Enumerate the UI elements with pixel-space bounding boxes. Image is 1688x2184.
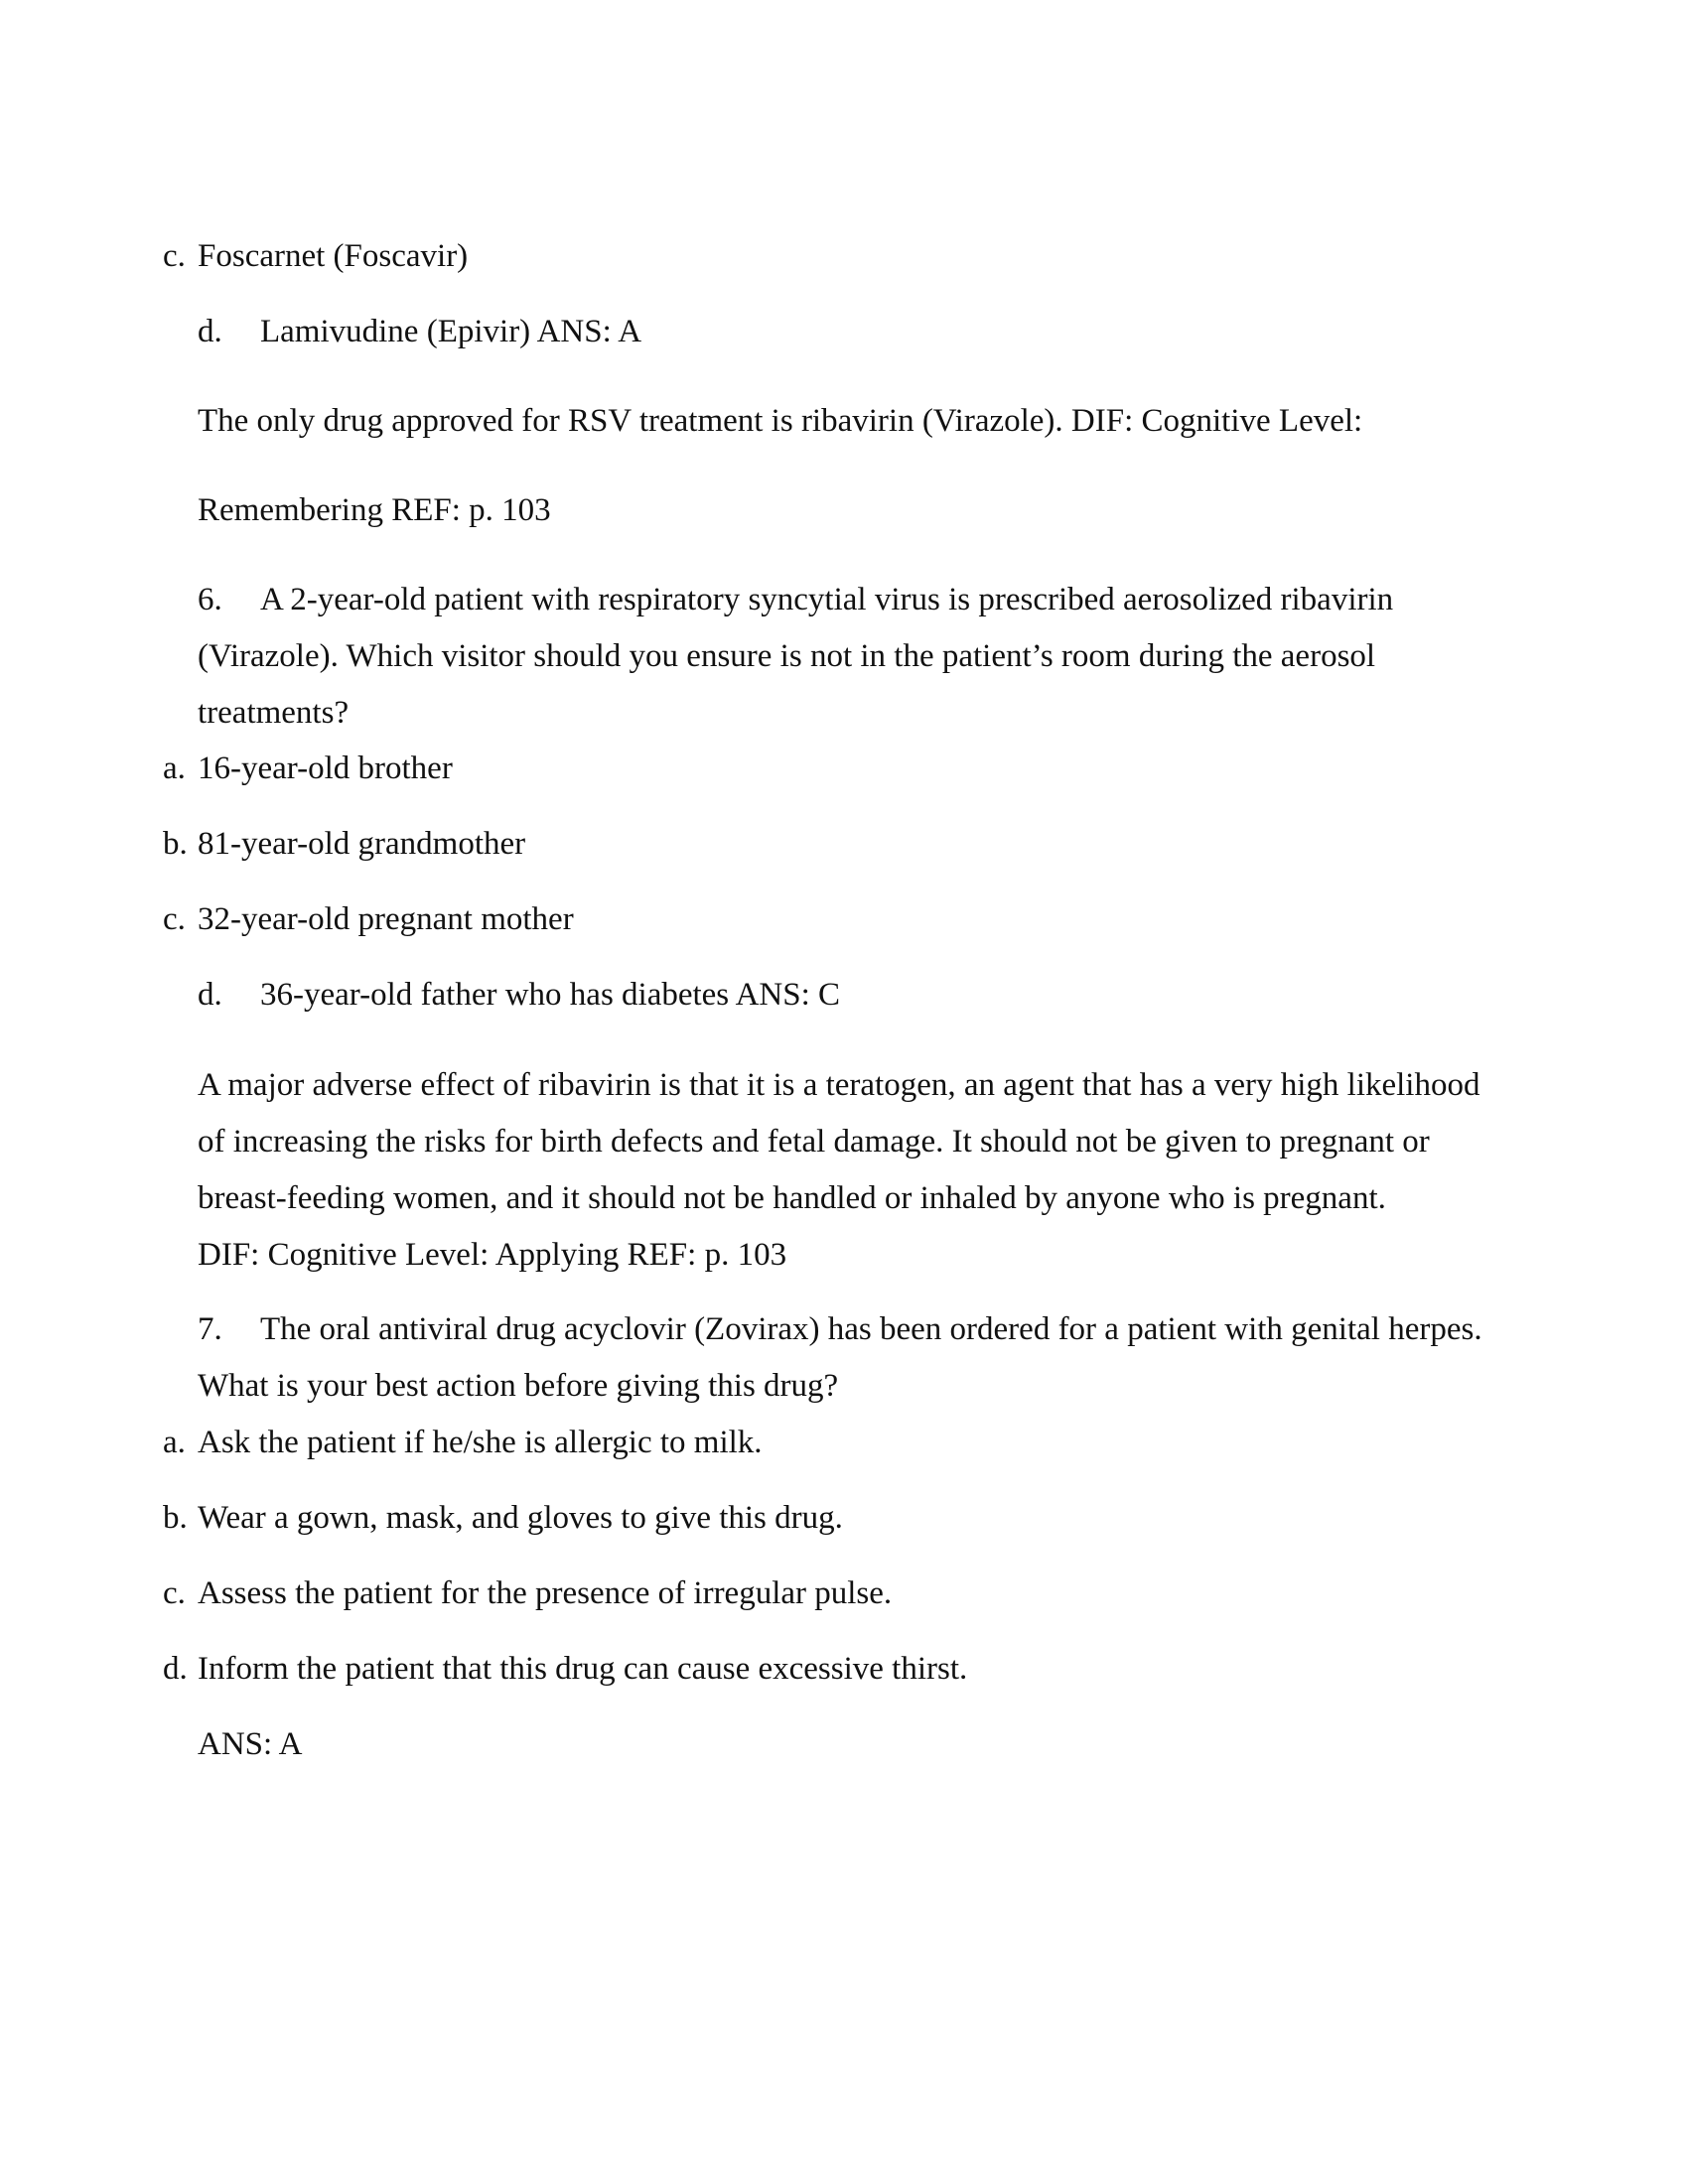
q7-option-a-text: Ask the patient if he/she is allergic to milk. [198,1425,763,1460]
q6-rationale-line-1: A major adverse effect of ribavirin is that it is a teratogen, an agent that has a very high likelihood [198,1067,1480,1103]
q7-option-a-letter: a. [163,1425,186,1460]
q6-stem-line-1: A 2-year-old patient with respiratory syncytial virus is prescribed aerosolized ribavirin [260,582,1394,617]
q7-stem-line-1: The oral antiviral drug acyclovir (Zovirax) has been ordered for a patient with genital herpes. [260,1311,1482,1347]
q5-rationale-line-1: The only drug approved for RSV treatment is ribavirin (Virazole). DIF: Cognitive Level: [198,403,1363,439]
q5-option-c-text: Foscarnet (Foscavir) [198,238,469,274]
q7-option-c-letter: c. [163,1575,186,1611]
q6-option-d-text: 36-year-old father who has diabetes ANS: C [260,977,841,1013]
q7-option-d-letter: d. [163,1651,188,1687]
q7-number: 7. [198,1311,222,1347]
q6-option-a-text: 16-year-old brother [198,751,453,786]
q7-option-b-letter: b. [163,1500,188,1536]
q6-stem-line-2: (Virazole). Which visitor should you ensure is not in the patient’s room during the aerosol [198,638,1376,674]
q6-rationale-line-3: breast-feeding women, and it should not be handled or inhaled by anyone who is pregnant. [198,1180,1386,1216]
q6-option-c-text: 32-year-old pregnant mother [198,901,574,937]
q5-option-c-letter: c. [163,238,186,274]
q6-rationale-line-2: of increasing the risks for birth defects and fetal damage. It should not be given to pregnant or [198,1124,1430,1160]
q6-option-b-letter: b. [163,826,188,862]
q5-option-d-letter: d. [198,314,222,349]
q6-option-b-text: 81-year-old grandmother [198,826,526,862]
q6-option-d-letter: d. [198,977,222,1013]
q7-option-c-text: Assess the patient for the presence of irregular pulse. [198,1575,893,1611]
q7-option-d-text: Inform the patient that this drug can cause excessive thirst. [198,1651,968,1687]
q6-option-a-letter: a. [163,751,186,786]
q7-option-b-text: Wear a gown, mask, and gloves to give this drug. [198,1500,843,1536]
q5-option-d-text: Lamivudine (Epivir) ANS: A [260,314,642,349]
q6-option-c-letter: c. [163,901,186,937]
q6-rationale-line-4: DIF: Cognitive Level: Applying REF: p. 103 [198,1237,787,1273]
q6-number: 6. [198,582,222,617]
q7-stem-line-2: What is your best action before giving this drug? [198,1368,839,1404]
q6-stem-line-3: treatments? [198,695,350,731]
q7-answer: ANS: A [198,1726,303,1762]
q5-rationale-line-2: Remembering REF: p. 103 [198,492,551,528]
